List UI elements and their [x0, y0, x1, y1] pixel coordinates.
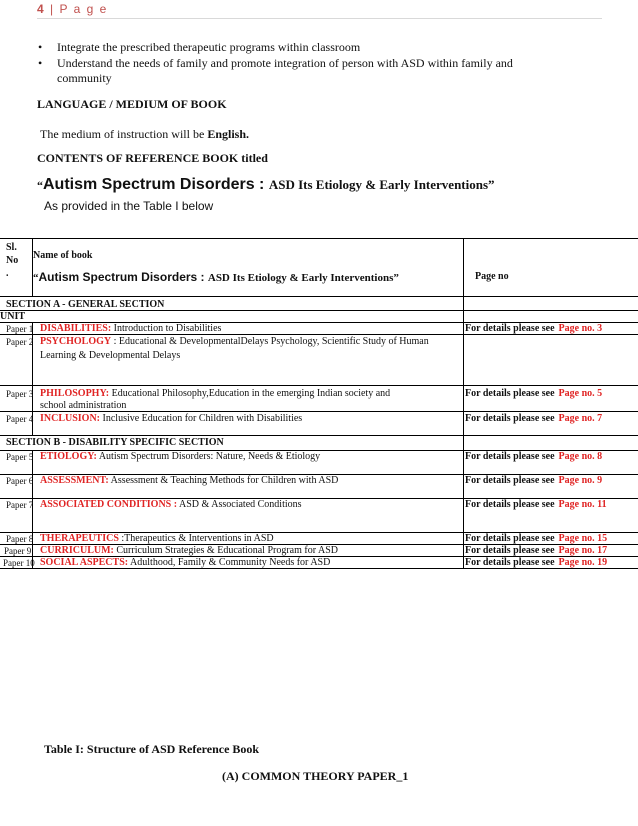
- detail-prefix: For details please see: [465, 323, 555, 334]
- paper-title: THERAPEUTICS: [40, 533, 119, 544]
- table-rule: [0, 296, 638, 297]
- table-book-title: [33, 268, 399, 286]
- paper-description: Curriculum Strategies & Educational Program for ASD: [113, 545, 339, 556]
- paper-description: ASD & Associated Conditions: [177, 499, 302, 510]
- paper-label: Paper 8: [6, 534, 34, 544]
- detail-prefix: For details please see: [465, 388, 555, 399]
- table-row: [40, 545, 338, 557]
- paper-description-cont: school administration: [40, 400, 127, 411]
- page-reference: [465, 413, 602, 425]
- paper-title: ASSESSMENT:: [40, 475, 109, 486]
- page-number-ref: Page no. 5: [558, 388, 603, 399]
- table-row: [40, 323, 221, 335]
- table-title-main: Autism Spectrum Disorders :: [38, 270, 208, 284]
- page-reference: [465, 545, 607, 557]
- paper-title: SOCIAL ASPECTS:: [40, 557, 129, 568]
- page-number-ref: Page no. 3: [558, 323, 603, 334]
- table-row: [40, 413, 302, 425]
- paper-description: : Educational & DevelopmentalDelays Psychology, Scientific Study of Human: [111, 336, 429, 347]
- table-row: [40, 336, 429, 348]
- table-rule: [0, 385, 638, 386]
- page-reference: [465, 499, 607, 511]
- provided-text: As provided in the Table I below: [44, 199, 214, 213]
- page-number-ref: Page no. 15: [558, 533, 608, 544]
- book-title-quote: “: [37, 178, 43, 192]
- paper-description: Assessment & Teaching Methods for Children with ASD: [108, 475, 339, 486]
- paper-label: Paper 5: [6, 452, 34, 462]
- page-reference: [465, 323, 602, 335]
- unit-label: UNIT: [0, 311, 26, 322]
- page-separator: |: [45, 2, 60, 16]
- table-rule: [463, 238, 464, 569]
- page-number-ref: Page no. 9: [558, 475, 603, 486]
- paper-title: ETIOLOGY:: [40, 451, 97, 462]
- detail-prefix: For details please see: [465, 545, 555, 556]
- bullet-text: Integrate the prescribed therapeutic programs within classroom: [57, 40, 361, 54]
- detail-prefix: For details please see: [465, 533, 555, 544]
- paper-description: Autism Spectrum Disorders: Nature, Needs & Etiology: [96, 451, 321, 462]
- detail-prefix: For details please see: [465, 557, 555, 568]
- page-reference: [465, 451, 602, 463]
- sl-no-line: No: [6, 255, 19, 266]
- page-reference: [465, 557, 607, 569]
- detail-prefix: For details please see: [465, 451, 555, 462]
- name-of-book-header: Name of book: [33, 250, 93, 261]
- table-title-rest: ASD Its Etiology & Early Interventions”: [207, 272, 399, 284]
- book-title-rest: ASD Its Etiology & Early Interventions”: [268, 177, 495, 192]
- bullet-text: community: [57, 71, 112, 85]
- page-number: 4: [37, 2, 46, 16]
- section-a-heading: SECTION A - GENERAL SECTION: [6, 299, 165, 310]
- page-number-ref: Page no. 19: [558, 557, 608, 568]
- paper-label: Paper 9: [4, 546, 32, 556]
- sl-no-line: .: [6, 268, 9, 279]
- book-title: [37, 176, 495, 194]
- table-rule: [0, 238, 638, 239]
- table-row: [40, 557, 330, 569]
- section-b-heading: SECTION B - DISABILITY SPECIFIC SECTION: [6, 437, 224, 448]
- paper-title: ASSOCIATED CONDITIONS :: [40, 499, 178, 510]
- page-number-ref: Page no. 17: [558, 545, 608, 556]
- page-header: [37, 2, 108, 16]
- paper-description-cont: Learning & Developmental Delays: [40, 350, 181, 361]
- paper-title: CURRICULUM:: [40, 545, 114, 556]
- page-label: P a g e: [59, 2, 108, 16]
- medium-text: [40, 127, 249, 142]
- paper-label: Paper 2: [6, 337, 34, 347]
- page-number-ref: Page no. 11: [558, 499, 607, 510]
- table-row: [40, 499, 302, 511]
- language-heading: LANGUAGE / MEDIUM OF BOOK: [37, 97, 227, 111]
- paper-description: Inclusive Education for Children with Disabilities: [100, 413, 303, 424]
- detail-prefix: For details please see: [465, 475, 555, 486]
- detail-prefix: For details please see: [465, 413, 555, 424]
- table-row: [40, 388, 390, 400]
- page-reference: [465, 475, 602, 487]
- paper-label: Paper 3: [6, 389, 34, 399]
- sl-no-header: [6, 241, 18, 280]
- medium-language: English.: [207, 127, 250, 141]
- medium-prefix: The medium of instruction will be: [40, 127, 208, 141]
- paper-label: Paper 7: [6, 500, 34, 510]
- paper-description: :Therapeutics & Interventions in ASD: [118, 533, 274, 544]
- table-row: [40, 451, 320, 463]
- paper-label: Paper 1: [6, 324, 34, 334]
- page-no-header: Page no: [475, 271, 509, 282]
- paper-title: INCLUSION:: [40, 413, 101, 424]
- paper-label: Paper 10: [3, 558, 35, 568]
- sl-no-line: Sl.: [6, 242, 17, 253]
- paper-title: DISABILITIES:: [40, 323, 112, 334]
- bullet-text: Understand the needs of family and promote integration of person with ASD within family and: [57, 56, 513, 70]
- table-row: [40, 475, 338, 487]
- paper-label: Paper 6: [6, 476, 34, 486]
- book-title-main: Autism Spectrum Disorders :: [43, 176, 269, 193]
- reference-book-table: [0, 238, 638, 569]
- paper-description: Adulthood, Family & Community Needs for ASD: [128, 557, 331, 568]
- bullet-symbol: •: [38, 40, 43, 54]
- page-number-ref: Page no. 8: [558, 451, 603, 462]
- paper-title: PSYCHOLOGY: [40, 336, 112, 347]
- paper-title: PHILOSOPHY:: [40, 388, 110, 399]
- detail-prefix: For details please see: [465, 499, 555, 510]
- page-reference: [465, 388, 602, 400]
- paper-label: Paper 4: [6, 414, 34, 424]
- page-reference: [465, 533, 607, 545]
- paper-description: Introduction to Disabilities: [111, 323, 222, 334]
- header-rule: [37, 18, 602, 19]
- common-theory-heading: (A) COMMON THEORY PAPER_1: [222, 769, 409, 783]
- page-number-ref: Page no. 7: [558, 413, 603, 424]
- table-rule: [0, 435, 638, 436]
- table-caption: Table I: Structure of ASD Reference Book: [44, 742, 260, 756]
- paper-description: Educational Philosophy,Education in the emerging Indian society and: [109, 388, 391, 399]
- table-row: [40, 533, 274, 545]
- bullet-symbol: •: [38, 56, 43, 70]
- table-title-quote: “: [33, 272, 39, 284]
- contents-heading: CONTENTS OF REFERENCE BOOK titled: [37, 151, 268, 165]
